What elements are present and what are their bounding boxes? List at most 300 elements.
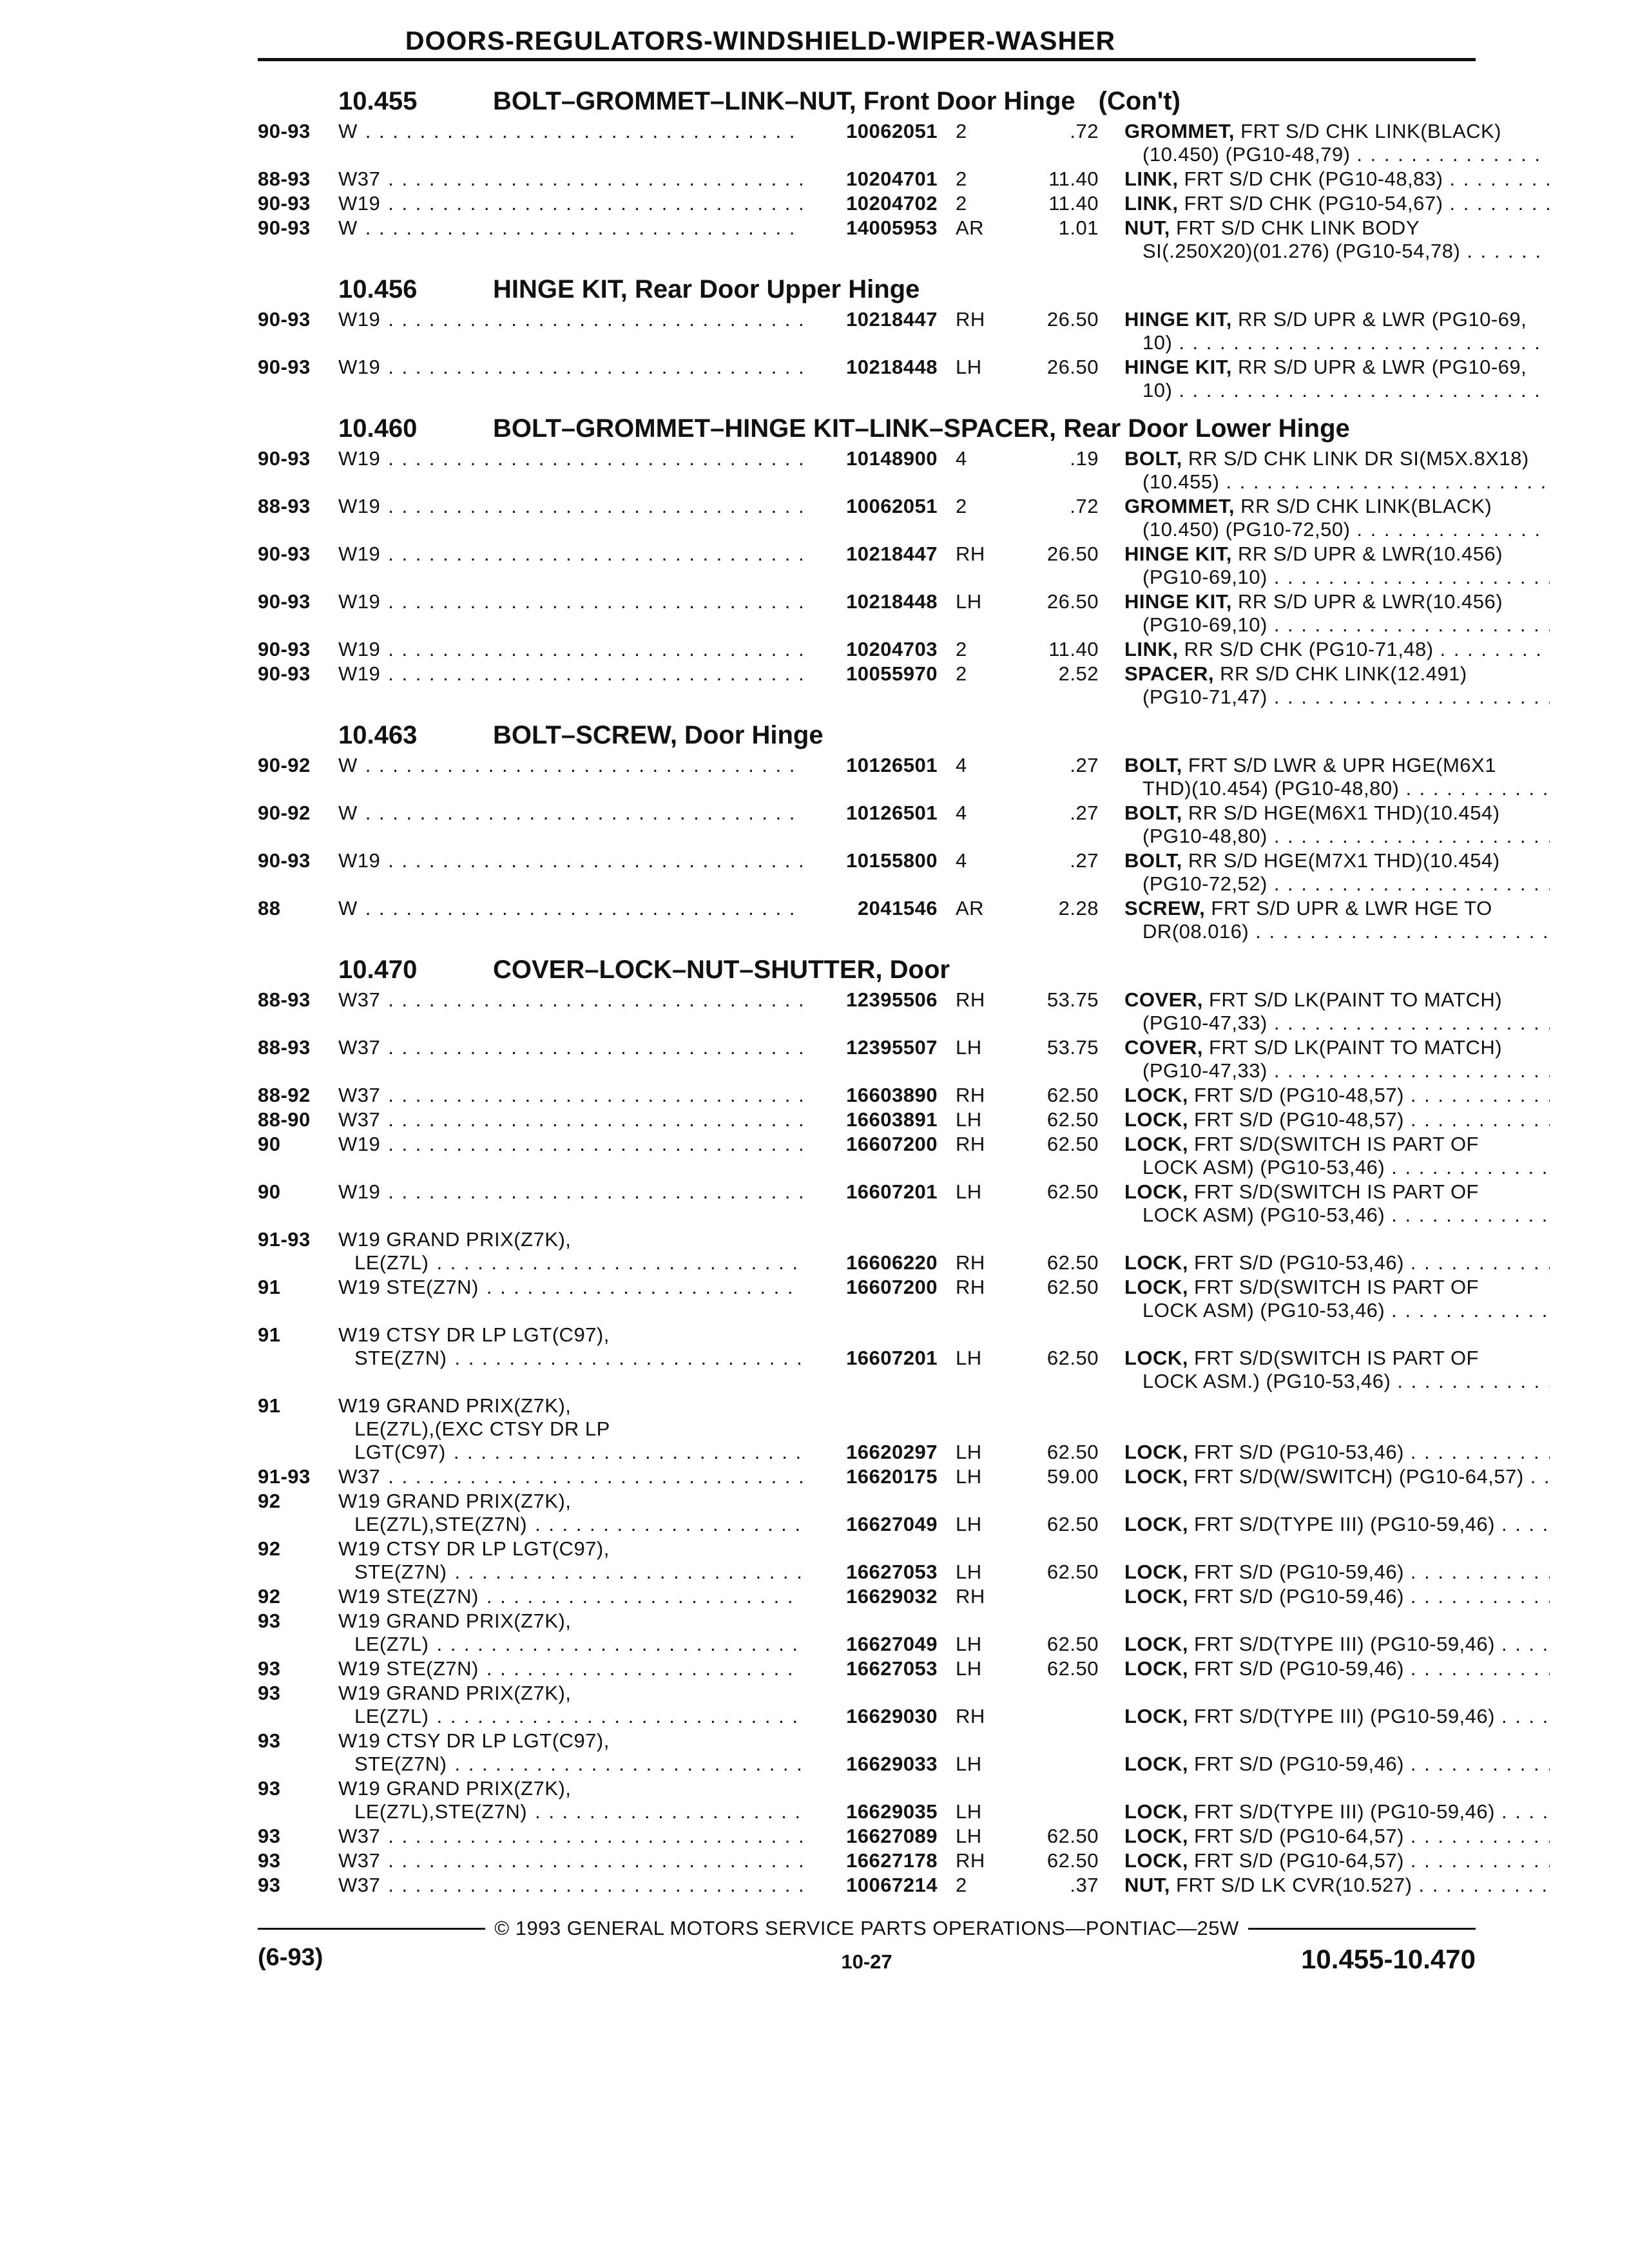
part-number: 10055970: [846, 662, 938, 685]
description-line: [1124, 754, 1550, 777]
description: [1099, 1874, 1550, 1897]
model-text: W: [338, 802, 358, 824]
description: [1099, 1849, 1550, 1872]
leader-dots: [380, 1084, 802, 1107]
model-year: 90-93: [258, 216, 311, 239]
model-year: 90-93: [258, 192, 311, 215]
model-text: W19: [338, 1133, 381, 1155]
description: [1099, 662, 1550, 709]
leader-dots: [1495, 1800, 1550, 1823]
part-number: 12395506: [846, 988, 938, 1011]
part-name: LOCK,: [1124, 1657, 1188, 1680]
model-year: 90: [258, 1180, 281, 1203]
part-name: BOLT,: [1124, 849, 1182, 872]
model-line: [338, 1276, 802, 1299]
part-name: LOCK,: [1124, 1585, 1188, 1608]
table-row: [258, 1465, 1524, 1488]
model-year: 93: [258, 1682, 281, 1704]
model-year: 90-93: [258, 308, 311, 331]
model-text: W37: [338, 1036, 381, 1059]
model-cell: [338, 543, 938, 566]
model-line: [338, 590, 802, 613]
description-text: LOCK, FRT S/D (PG10-48,57): [1124, 1084, 1404, 1106]
description-text: LOCK, FRT S/D (PG10-59,46): [1124, 1585, 1404, 1608]
model-text: STE(Z7N): [354, 1753, 447, 1775]
part-number: 16629033: [846, 1753, 938, 1775]
part-name: LOCK,: [1124, 1347, 1188, 1369]
description: [1099, 1108, 1550, 1131]
model-line: [338, 1490, 802, 1513]
description-text: SI(.250X20)(01.276) (PG10-54,78): [1142, 240, 1461, 262]
leader-dots: [380, 590, 802, 613]
table-row: [258, 1585, 1476, 1608]
model-lines: [338, 1682, 802, 1728]
leader-dots: [358, 754, 802, 777]
model-cell: [338, 308, 938, 331]
model-lines: [338, 356, 802, 379]
description-line: [1124, 192, 1550, 215]
description: [1099, 754, 1550, 800]
table-row: [258, 1825, 1476, 1848]
model-text: W37: [338, 168, 381, 190]
model-cell: [338, 988, 938, 1012]
description-text: (PG10-48,80): [1142, 825, 1268, 847]
section-note: (Con't): [1098, 87, 1181, 115]
model-text: LE(Z7L): [354, 1251, 429, 1274]
part-name: LOCK,: [1124, 1251, 1188, 1274]
part-number: 16607200: [846, 1276, 938, 1298]
model-cell: [338, 168, 938, 191]
description: [1099, 120, 1550, 166]
description-line: [1124, 120, 1550, 143]
leader-dots: [380, 662, 802, 686]
model-text: W19 GRAND PRIX(Z7K),: [338, 1682, 572, 1704]
leader-dots: [380, 356, 802, 379]
description-text: BOLT, RR S/D HGE(M7X1 THD)(10.454): [1124, 849, 1500, 872]
leader-dots: [1404, 1108, 1550, 1131]
table-row: [258, 216, 1476, 263]
description: [1099, 543, 1550, 589]
description-line: [1124, 1347, 1550, 1370]
model-lines: [338, 1537, 802, 1584]
model-cell: [338, 1657, 938, 1680]
leader-dots: [1460, 240, 1550, 263]
part-number: 10218448: [846, 590, 938, 613]
description-text: COVER, FRT S/D LK(PAINT TO MATCH): [1124, 1036, 1503, 1059]
description-line: [1124, 802, 1550, 825]
quantity: RH: [956, 1276, 985, 1298]
description-line: [1124, 1276, 1550, 1299]
part-name: LINK,: [1124, 192, 1179, 215]
model-line: [338, 1228, 802, 1251]
description-text: SPACER, RR S/D CHK LINK(12.491): [1124, 662, 1467, 685]
model-line: [338, 1180, 802, 1204]
model-cell: [338, 356, 938, 379]
table-row: [258, 590, 1503, 637]
description-text: LOCK, FRT S/D (PG10-64,57): [1124, 1849, 1404, 1872]
price: 2.52: [1058, 662, 1099, 685]
part-name: SPACER,: [1124, 662, 1215, 685]
part-number: 10148900: [846, 447, 938, 470]
table-row: [258, 1682, 1495, 1728]
description-text: LOCK, FRT S/D(W/SWITCH) (PG10-64,57): [1124, 1465, 1524, 1488]
model-line: [338, 897, 802, 920]
model-lines: [338, 1777, 802, 1823]
price: 11.40: [1048, 192, 1099, 215]
leader-dots: [1404, 1084, 1550, 1107]
price: 62.50: [1046, 1084, 1099, 1106]
leader-dots: [1350, 143, 1550, 166]
model-year: 90-93: [258, 638, 311, 660]
leader-dots: [1268, 1012, 1550, 1035]
description-line: [1124, 1204, 1550, 1227]
description-line: [1124, 897, 1550, 920]
model-lines: [338, 1490, 802, 1536]
table-row: [258, 1180, 1479, 1227]
description-line: [1124, 1753, 1550, 1776]
description: [1099, 1036, 1550, 1082]
description-text: COVER, FRT S/D LK(PAINT TO MATCH): [1124, 988, 1503, 1011]
price: 26.50: [1046, 590, 1099, 613]
leader-dots: [1404, 1657, 1550, 1680]
leader-dots: [358, 120, 802, 143]
description: [1099, 638, 1550, 661]
description-line: [1124, 1705, 1550, 1728]
model-cell: [338, 1133, 938, 1156]
leader-dots: [380, 1036, 802, 1059]
leader-dots: [380, 1133, 802, 1156]
description-text: NUT, FRT S/D LK CVR(10.527): [1124, 1874, 1412, 1896]
table-row: [258, 638, 1476, 661]
table-row: [258, 1228, 1476, 1274]
description-line: [1124, 566, 1550, 589]
model-text: W19: [338, 356, 381, 378]
model-year: 90-92: [258, 802, 311, 824]
quantity: LH: [956, 1633, 982, 1655]
leader-dots: [447, 1561, 803, 1584]
table-row: [258, 543, 1503, 589]
description-line: [1124, 638, 1550, 661]
quantity: LH: [956, 1753, 982, 1775]
description-text: LOCK, FRT S/D(SWITCH IS PART OF: [1124, 1180, 1479, 1203]
table-row: [258, 1133, 1479, 1179]
model-cell: [338, 1849, 938, 1872]
part-number: 16607201: [846, 1347, 938, 1369]
model-line: [338, 216, 802, 240]
description-line: [1124, 1800, 1550, 1823]
parts-list: [258, 76, 1529, 1898]
description-text: LOCK, FRT S/D(TYPE III) (PG10-59,46): [1124, 1513, 1495, 1535]
description: [1099, 590, 1550, 637]
leader-dots: [380, 1849, 802, 1872]
model-lines: [338, 192, 802, 215]
description: [1099, 1753, 1550, 1776]
leader-dots: [380, 1874, 802, 1897]
model-text: W19: [338, 543, 381, 565]
leader-dots: [380, 1180, 802, 1204]
description-line: [1124, 331, 1550, 354]
description: [1099, 495, 1550, 541]
quantity: 2: [956, 662, 967, 685]
footer-rule-left: [258, 1928, 485, 1930]
description-text: LOCK, FRT S/D(SWITCH IS PART OF: [1124, 1133, 1479, 1155]
model-lines: [338, 754, 802, 777]
model-text: W19 STE(Z7N): [338, 1657, 479, 1680]
model-line: [338, 1251, 802, 1274]
footer-bottom: [258, 1944, 1476, 1975]
leader-dots: [1268, 686, 1550, 709]
description-text: (10.450) (PG10-72,50): [1142, 518, 1351, 541]
model-line: [338, 1036, 802, 1059]
model-cell: [338, 754, 938, 777]
description-line: [1124, 216, 1550, 240]
model-line: [338, 1610, 802, 1633]
leader-dots: [447, 1753, 803, 1776]
leader-dots: [380, 638, 802, 661]
part-name: NUT,: [1124, 216, 1170, 239]
model-year: 88-92: [258, 1084, 311, 1106]
description-line: [1124, 590, 1550, 613]
model-year: 90-93: [258, 356, 311, 378]
quantity: AR: [956, 216, 985, 239]
price: 62.50: [1046, 1251, 1099, 1274]
model-year: 93: [258, 1610, 281, 1632]
model-cell: [338, 1465, 938, 1488]
model-year: 88: [258, 897, 281, 919]
part-name: BOLT,: [1124, 447, 1182, 470]
description-line: [1124, 308, 1550, 331]
leader-dots: [1524, 1465, 1550, 1488]
part-number: 10204703: [846, 638, 938, 660]
part-name: LOCK,: [1124, 1513, 1188, 1535]
model-lines: [338, 590, 802, 613]
description: [1099, 1585, 1550, 1608]
price: 53.75: [1046, 988, 1099, 1011]
model-line: [338, 1705, 802, 1728]
model-year: 90-93: [258, 849, 311, 872]
description-line: [1124, 613, 1550, 637]
footer-copyright-line: [258, 1917, 1476, 1940]
model-line: [338, 1108, 802, 1131]
description-text: LOCK ASM) (PG10-53,46): [1142, 1299, 1385, 1321]
model-cell: [338, 1276, 938, 1299]
model-text: W37: [338, 1874, 381, 1896]
quantity: RH: [956, 1849, 985, 1872]
table-row: [258, 192, 1476, 215]
revision-date: (6-93): [258, 1944, 323, 1971]
part-name: GROMMET,: [1124, 120, 1235, 142]
description-line: [1124, 920, 1550, 943]
description-line: [1124, 518, 1550, 541]
model-text: W37: [338, 1108, 381, 1131]
model-year: 93: [258, 1825, 281, 1847]
part-name: LINK,: [1124, 168, 1179, 190]
part-number: 16620175: [846, 1465, 938, 1488]
model-lines: [338, 1084, 802, 1107]
model-cell: [338, 1825, 938, 1848]
table-row: [258, 1537, 1476, 1584]
part-number: 16603890: [846, 1084, 938, 1106]
model-cell: [338, 1777, 938, 1823]
leader-dots: [1172, 331, 1550, 354]
model-text: W19 STE(Z7N): [338, 1276, 479, 1298]
model-text: W19 CTSY DR LP LGT(C97),: [338, 1729, 610, 1752]
model-cell: [338, 1228, 938, 1274]
section-title: [258, 76, 1476, 120]
model-line: [338, 495, 802, 518]
leader-dots: [380, 1465, 802, 1488]
description: [1099, 1276, 1550, 1322]
section-name: HINGE KIT, Rear Door Upper Hinge: [493, 275, 920, 303]
description: [1099, 988, 1550, 1035]
model-text: W: [338, 754, 358, 776]
description-line: [1124, 1133, 1550, 1156]
leader-dots: [380, 543, 802, 566]
model-line: [338, 168, 802, 191]
leader-dots: [1495, 1633, 1550, 1656]
model-text: W: [338, 120, 358, 142]
description-text: 10): [1142, 379, 1173, 401]
footer-rule-right: [1248, 1928, 1476, 1930]
description-line: [1124, 1299, 1550, 1322]
price: .72: [1070, 120, 1099, 142]
model-lines: [338, 1825, 802, 1848]
model-text: W19: [338, 638, 381, 660]
description-line: [1124, 379, 1550, 402]
model-year: 93: [258, 1729, 281, 1752]
model-line: [338, 356, 802, 379]
price: .19: [1070, 447, 1099, 470]
leader-dots: [527, 1513, 802, 1536]
description-line: [1124, 1657, 1550, 1680]
model-text: W19: [338, 495, 381, 517]
section-number: 10.470: [338, 956, 418, 984]
quantity: LH: [956, 1180, 982, 1203]
leader-dots: [358, 802, 802, 825]
section-name: BOLT–SCREW, Door Hinge: [493, 721, 824, 749]
leader-dots: [446, 1441, 802, 1464]
quantity: 2: [956, 192, 967, 215]
quantity: LH: [956, 1465, 982, 1488]
model-text: W19 CTSY DR LP LGT(C97),: [338, 1323, 610, 1346]
model-line: [338, 1753, 802, 1776]
model-line: [338, 543, 802, 566]
page-header-title: DOORS-REGULATORS-WINDSHIELD-WIPER-WASHER: [405, 26, 1116, 55]
model-year: 90-93: [258, 120, 311, 142]
description-line: [1124, 1585, 1550, 1608]
model-cell: [338, 662, 938, 686]
part-name: LOCK,: [1124, 1180, 1188, 1203]
part-name: BOLT,: [1124, 802, 1182, 824]
part-name: HINGE KIT,: [1124, 356, 1232, 378]
description-text: LOCK, FRT S/D (PG10-48,57): [1124, 1108, 1404, 1131]
model-cell: [338, 849, 938, 872]
quantity: LH: [956, 1825, 982, 1847]
part-name: HINGE KIT,: [1124, 308, 1232, 331]
quantity: AR: [956, 897, 985, 919]
model-cell: [338, 1585, 938, 1608]
description: [1099, 1465, 1550, 1488]
model-cell: [338, 192, 938, 215]
model-cell: [338, 1874, 938, 1897]
description: [1099, 1084, 1550, 1107]
section-name: COVER–LOCK–NUT–SHUTTER, Door: [493, 956, 950, 984]
description-line: [1124, 1370, 1550, 1393]
leader-dots: [380, 1108, 802, 1131]
table-row: [258, 1036, 1503, 1082]
description-text: DR(08.016): [1142, 920, 1249, 943]
copyright-text: © 1993 GENERAL MOTORS SERVICE PARTS OPERATIONS—PONTIAC—25W: [494, 1917, 1239, 1939]
part-number: 16607201: [846, 1180, 938, 1203]
quantity: 4: [956, 754, 967, 776]
leader-dots: [1385, 1299, 1550, 1322]
description-text: LINK, FRT S/D CHK (PG10-48,83): [1124, 168, 1443, 190]
leader-dots: [1391, 1370, 1550, 1393]
model-lines: [338, 168, 802, 191]
part-name: LOCK,: [1124, 1753, 1188, 1775]
leader-dots: [358, 216, 802, 240]
model-lines: [338, 1657, 802, 1680]
leader-dots: [1495, 1705, 1550, 1728]
quantity: RH: [956, 1251, 985, 1274]
model-cell: [338, 590, 938, 613]
description-text: LOCK, FRT S/D (PG10-53,46): [1124, 1441, 1404, 1463]
part-number: 10204701: [846, 168, 938, 190]
description: [1099, 1657, 1550, 1680]
model-year: 88-93: [258, 988, 311, 1011]
part-number: 16627089: [846, 1825, 938, 1847]
price: .72: [1070, 495, 1099, 517]
model-year: 88-93: [258, 1036, 311, 1059]
description-text: BOLT, RR S/D HGE(M6X1 THD)(10.454): [1124, 802, 1500, 824]
part-name: LOCK,: [1124, 1633, 1188, 1655]
model-text: LE(Z7L),STE(Z7N): [354, 1513, 528, 1535]
price: 62.50: [1046, 1108, 1099, 1131]
model-lines: [338, 1874, 802, 1897]
description-line: [1124, 825, 1550, 848]
leader-dots: [380, 308, 802, 331]
quantity: 4: [956, 802, 967, 824]
price: 62.50: [1046, 1276, 1099, 1298]
table-row: [258, 849, 1500, 896]
model-line: [338, 120, 802, 143]
model-text: LE(Z7L),STE(Z7N): [354, 1800, 528, 1823]
model-line: [338, 662, 802, 686]
quantity: 2: [956, 120, 967, 142]
model-lines: [338, 1465, 802, 1488]
quantity: LH: [956, 1657, 982, 1680]
quantity: LH: [956, 1108, 982, 1131]
quantity: LH: [956, 356, 982, 378]
model-lines: [338, 897, 802, 920]
model-text: W37: [338, 1465, 381, 1488]
model-year: 92: [258, 1490, 281, 1512]
model-cell: [338, 1323, 938, 1370]
model-text: W37: [338, 988, 381, 1011]
model-year: 90-93: [258, 662, 311, 685]
model-text: W19: [338, 662, 381, 685]
quantity: 2: [956, 1874, 967, 1896]
model-line: [338, 849, 802, 872]
description: [1099, 447, 1550, 494]
model-year: 90: [258, 1133, 281, 1155]
part-name: LOCK,: [1124, 1705, 1188, 1727]
description-text: LOCK ASM) (PG10-53,46): [1142, 1204, 1385, 1226]
page-number: 10-27: [841, 1950, 892, 1973]
model-year: 90-93: [258, 447, 311, 470]
model-cell: [338, 447, 938, 470]
model-text: W: [338, 897, 358, 919]
